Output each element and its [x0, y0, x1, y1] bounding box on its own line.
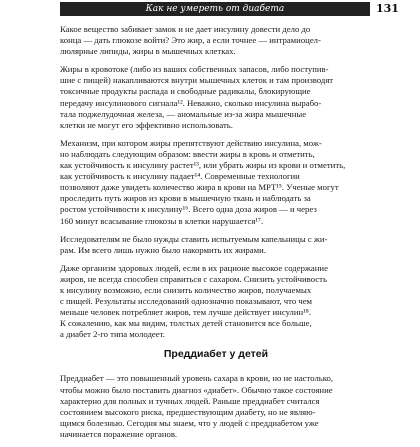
paragraph: [60, 373, 372, 440]
text-line: передачу инсулинового сигнала¹². Неважно, сколько инсулина вырабо-: [60, 97, 322, 108]
text-line: Какое вещество забивает замок и не дает инсулину довести дело до: [60, 24, 311, 34]
text-line: проследить путь жиров из крови в мышечную ткань и наблюдать за: [60, 193, 311, 204]
text-line: характерно для полных и тучных людей. Раньше преддиабет считался: [60, 395, 320, 406]
paragraphs-after: [60, 373, 372, 440]
text-line: состоянием высокого риска, предшествующим диабету, но не являю-: [60, 406, 316, 417]
text-line: Жиры в кровотоке (либо из ваших собственных запасов, либо поступив-: [60, 64, 329, 75]
page-body: [60, 24, 372, 447]
text-line: начинается поражение органов.: [60, 428, 178, 439]
text-line: жиров, не всегда способен справиться с сахаром. Снизить устойчивость: [60, 273, 327, 284]
paragraph: [60, 234, 372, 256]
running-header: [60, 2, 370, 16]
text-line: щимся болезнью. Сегодня мы знаем, что у людей с преддиабетом уже: [60, 417, 319, 428]
text-line: позволяют даже увидеть количество жира в крови на МРТ¹⁵. Ученые могут: [60, 182, 339, 193]
text-line: как устойчивость к инсулину падает¹⁴. Современные технологии: [60, 171, 300, 182]
paragraph: [60, 24, 372, 57]
text-line: ростом устойчивости к инсулину¹⁶. Всего одна доза жиров — и через: [60, 204, 317, 215]
text-line: 160 минут всасывание глюкозы в клетки нарушается¹⁷.: [60, 215, 264, 226]
text-line: токсичные продукты распада и свободные радикалы, блокирующие: [60, 86, 311, 97]
text-line: как устойчивость к инсулину растет¹³, или убрать жиры из крови и отметить,: [60, 160, 346, 171]
header-title: Как не умереть от диабета: [145, 4, 285, 14]
section-subheading: Преддиабет у детей: [163, 348, 269, 361]
paragraphs-before: [60, 24, 372, 340]
text-line: меньше человек потребляет жиров, тем лучше действует инсулин¹⁸.: [60, 307, 311, 318]
text-line: рам. Им всего лишь нужно было накормить их жирами.: [60, 244, 266, 255]
text-line: чтобы можно было поставить диагноз «диабет». Обычно такое состояние: [60, 384, 333, 395]
text-line: Исследователям не было нужды ставить испытуемым капельницы с жи-: [60, 233, 328, 244]
text-line: Даже организм здоровых людей, если в их рационе высокое содержание: [60, 262, 328, 273]
text-line: к инсулину возможно, если снизить количество жиров, получаемых: [60, 284, 312, 295]
text-line: шие с пищей) накапливаются внутри мышечных клеток и там производят: [60, 75, 334, 86]
text-line: конца — дать глюкозе войти? Это жир, а если точнее — интрамиоцел-: [60, 35, 321, 46]
page-number: 131: [376, 2, 399, 15]
text-line: Преддиабет — это повышенный уровень сахара в крови, но не настолько,: [60, 373, 334, 384]
text-line: но наблюдать следующим образом: ввести жиры в кровь и отметить,: [60, 148, 315, 159]
text-line: а диабет 2-го типа молодеет.: [60, 329, 165, 340]
paragraph: [60, 138, 372, 227]
paragraph: [60, 64, 372, 131]
text-line: клетки не могут его эффективно использовать.: [60, 119, 233, 130]
text-line: тала поджелудочная железа, — аномальные из-за жира мышечные: [60, 108, 307, 119]
text-line: с пищей. Результаты исследований однозначно показывают, что чем: [60, 296, 313, 307]
text-line: люлярные липиды, жиры в мышечных клетках.: [60, 46, 236, 57]
text-line: Механизм, при котором жиры препятствуют действию инсулина, мож-: [60, 137, 322, 148]
paragraph: [60, 263, 372, 341]
text-line: К сожалению, как мы видим, толстых детей становится все больше,: [60, 318, 312, 329]
